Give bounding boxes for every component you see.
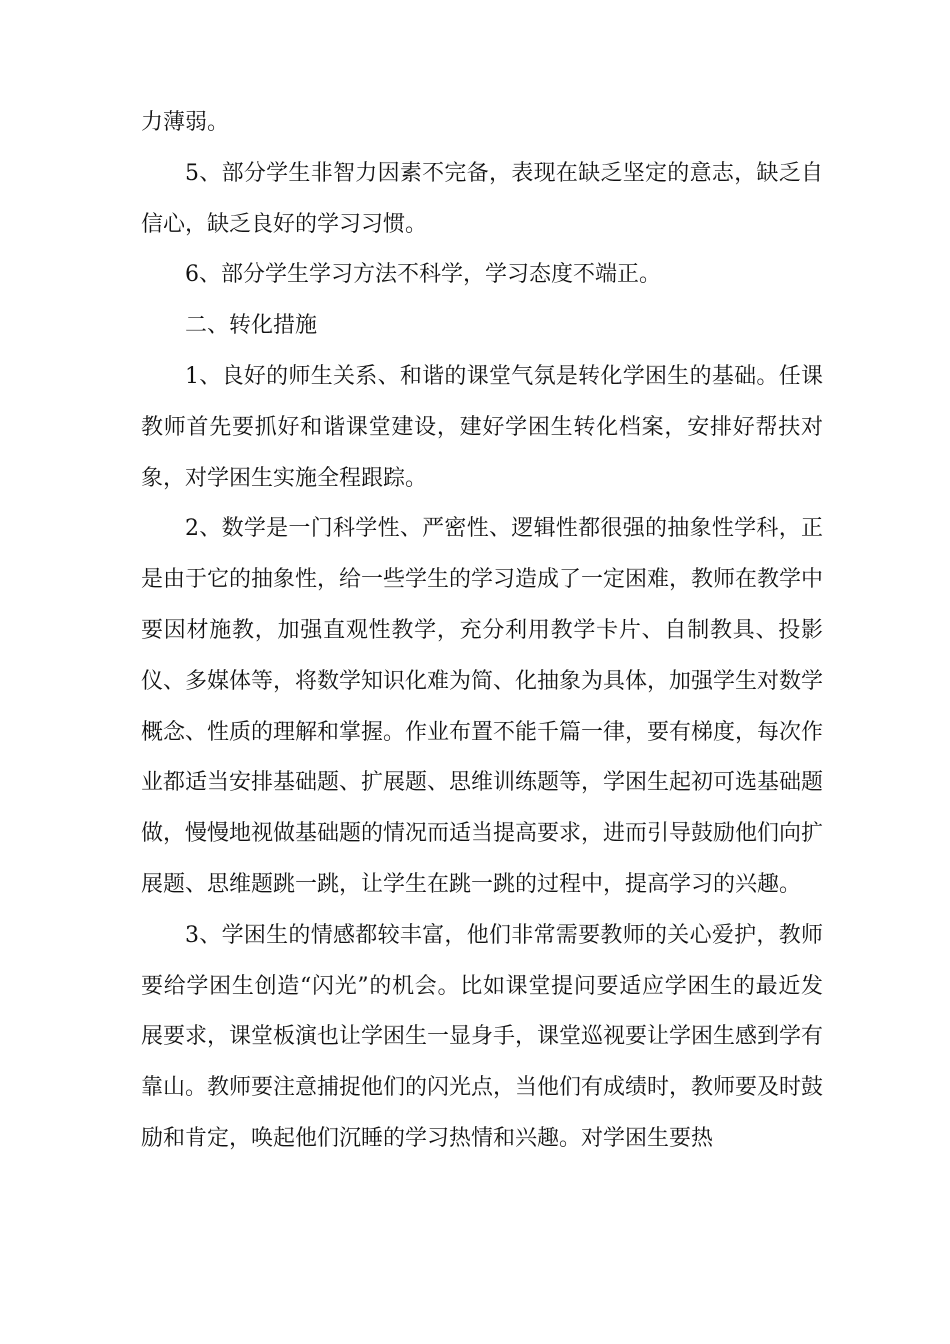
section-heading: 二、转化措施	[185, 313, 318, 339]
paragraph-item-6: 6、部分学生学习方法不科学，学习态度不端正。	[185, 262, 661, 288]
paragraph-measure-3: 3、学困生的情感都较丰富，他们非常需要教师的关心爱护，教师要给学困生创造“闪光”的机会。比如课堂提问要适应学困生的最近发展要求，课堂板演也让学困生一显身手，课堂巡视要让学困生感到学有靠山。教师要注意捕捉他们的闪光点，当他们有成绩时，教师要及时鼓励和肯定，唤起他们沉睡的学习热情和兴趣。对学困生要热	[141, 922, 824, 1151]
paragraph-measure-2: 2、数学是一门科学性、严密性、逻辑性都很强的抽象性学科，正是由于它的抽象性，给一些学生的学习造成了一定困难，教师在教学中要因材施教，加强直观性教学，充分利用教学卡片、自制教具、投影仪、多媒体等，将数学知识化难为简、化抽象为具体，加强学生对数学概念、性质的理解和掌握。作业布置不能千篇一律，要有梯度，每次作业都适当安排基础题、扩展题、思维训练题等，学困生起初可选基础题做，慢慢地视做基础题的情况而适当提高要求，进而引导鼓励他们向扩展题、思维题跳一跳，让学生在跳一跳的过程中，提高学习的兴趣。	[141, 516, 824, 897]
paragraph-continuation: 力薄弱。	[141, 110, 230, 135]
document-body	[141, 98, 823, 1165]
paragraph-item-5: 5、部分学生非智力因素不完备，表现在缺乏坚定的意志，缺乏自信心，缺乏良好的学习习惯。	[141, 160, 823, 237]
paragraph-measure-1: 1、良好的师生关系、和谐的课堂气氛是转化学困生的基础。任课教师首先要抓好和谐课堂建设，建好学困生转化档案，安排好帮扶对象，对学困生实施全程跟踪。	[141, 363, 823, 491]
